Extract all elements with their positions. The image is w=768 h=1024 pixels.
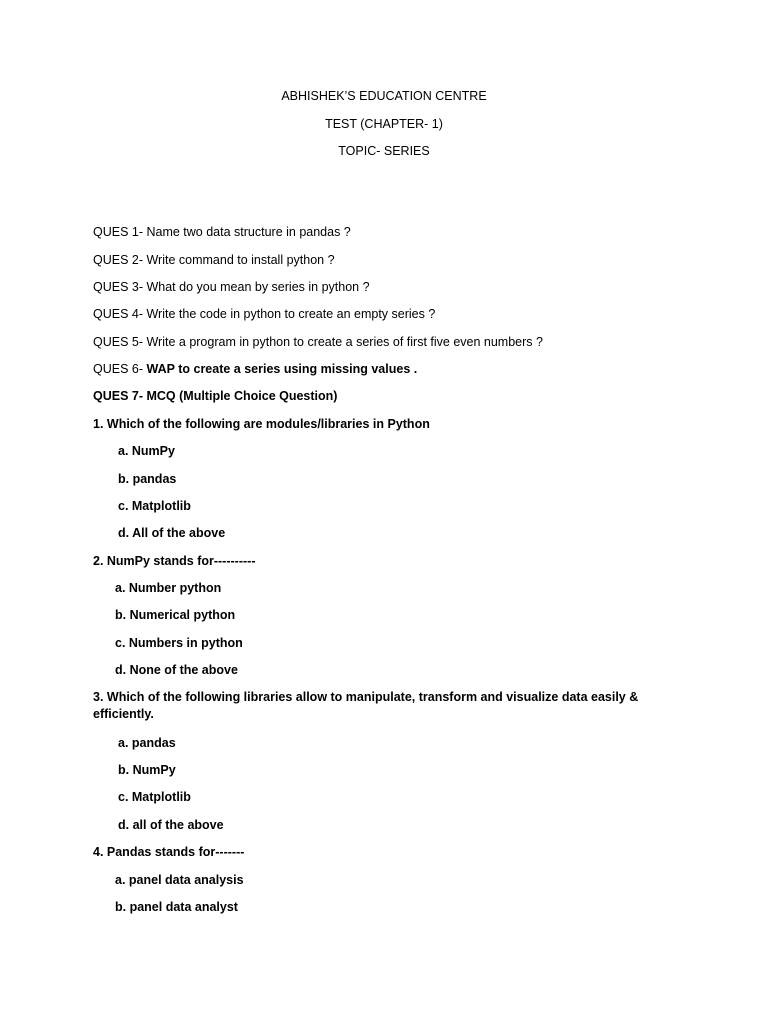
mcq-2-question: 2. NumPy stands for----------	[93, 554, 256, 568]
mcq-3-option-d: d. all of the above	[118, 818, 224, 832]
question-6-text: WAP to create a series using missing values .	[146, 362, 418, 376]
mcq-2-option-b: b. Numerical python	[115, 608, 236, 622]
question-6	[93, 361, 417, 377]
mcq-4-option-b: b. panel data analyst	[115, 900, 238, 914]
institute-title: ABHISHEK’S EDUCATION CENTRE	[281, 89, 487, 103]
mcq-3-option-b: b. NumPy	[118, 763, 176, 777]
topic-title: TOPIC- SERIES	[338, 144, 430, 158]
mcq-1-option-d: d. All of the above	[118, 526, 226, 540]
mcq-2-option-d: d. None of the above	[115, 663, 238, 677]
mcq-1-question: 1. Which of the following are modules/libraries in Python	[93, 417, 430, 431]
mcq-4-option-a: a. panel data analysis	[115, 873, 244, 887]
mcq-4-question: 4. Pandas stands for-------	[93, 845, 245, 859]
question-2: QUES 2- Write command to install python ?	[93, 253, 335, 267]
question-7: QUES 7- MCQ (Multiple Choice Question)	[93, 389, 338, 403]
mcq-1-option-c: c. Matplotlib	[118, 499, 191, 513]
test-title: TEST (CHAPTER- 1)	[325, 117, 443, 131]
mcq-3-question: 3. Which of the following libraries allow to manipulate, transform and visualize data easily & efficiently.	[93, 690, 639, 721]
mcq-1-option-b: b. pandas	[118, 472, 177, 486]
mcq-2-option-a: a. Number python	[115, 581, 222, 595]
question-1: QUES 1- Name two data structure in pandas ?	[93, 225, 351, 239]
question-4: QUES 4- Write the code in python to create an empty series ?	[93, 307, 436, 321]
question-5: QUES 5- Write a program in python to create a series of first five even numbers ?	[93, 335, 543, 349]
mcq-3-option-a: a. pandas	[118, 736, 176, 750]
question-3: QUES 3- What do you mean by series in python ?	[93, 280, 370, 294]
mcq-1-option-a: a. NumPy	[118, 444, 175, 458]
question-6-prefix: QUES 6-	[93, 362, 147, 376]
mcq-3-option-c: c. Matplotlib	[118, 790, 191, 804]
mcq-2-option-c: c. Numbers in python	[115, 636, 243, 650]
